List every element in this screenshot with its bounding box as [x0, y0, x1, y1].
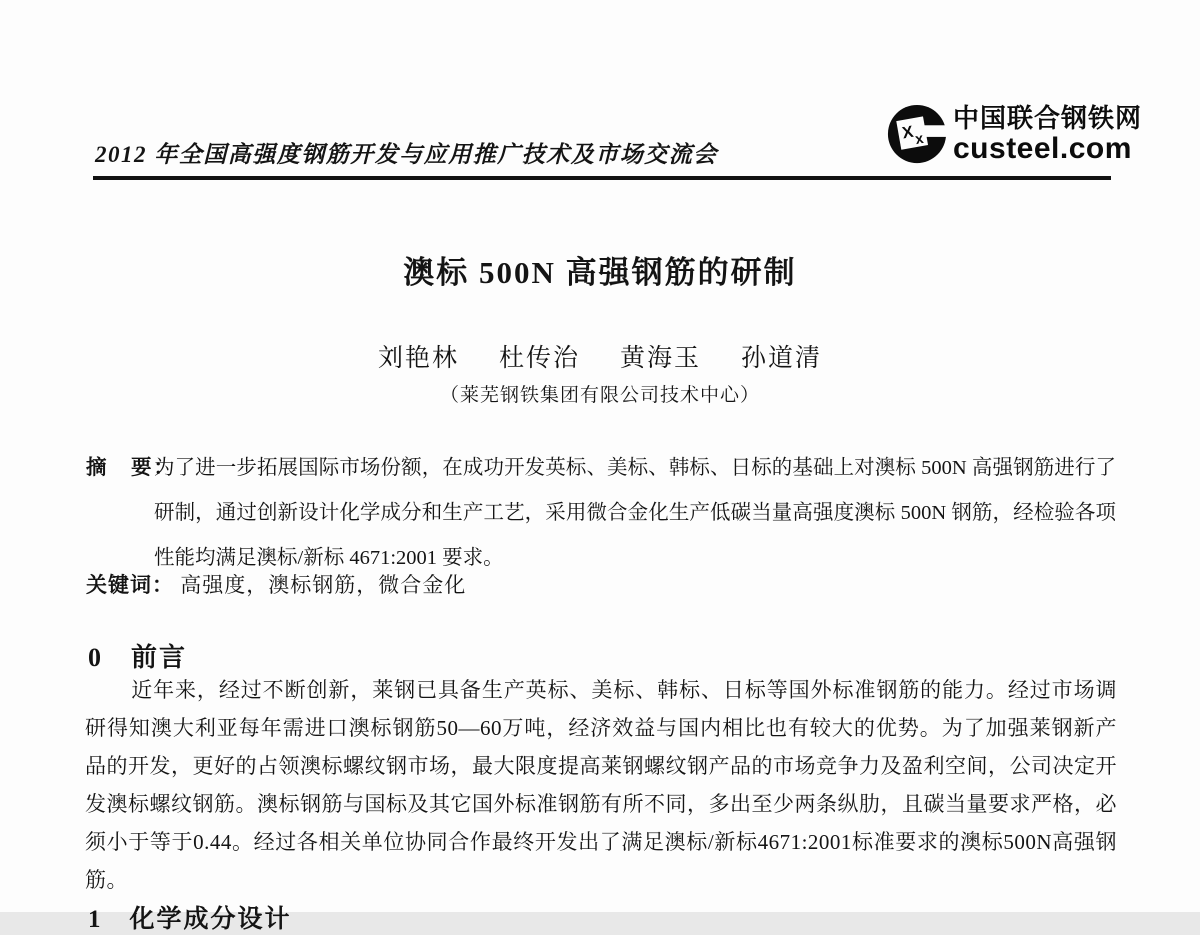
header-divider-rule: [93, 176, 1111, 180]
author-name: 孙道清: [741, 345, 823, 372]
keywords-text: 高强度，澳标钢筋，微合金化: [180, 573, 467, 597]
section-heading-1-partial: 1 化学成分设计: [88, 906, 292, 933]
author-list: [0, 338, 1200, 374]
custeel-logo-cn-name: 中国联合钢铁网: [953, 102, 1143, 133]
foreword-paragraph: 近年来，经过不断创新，莱钢已具备生产英标、美标、韩标、日标等国外标准钢筋的能力。经过市场调研得知澳大利亚每年需进口澳标钢筋50—60万吨，经济效益与国内相比也有较大的优势。为了加强莱钢新产品的开发，更好的占领澳标螺纹钢市场，最大限度提高莱钢螺纹钢产品的市场竞争力及盈利空间，公司决定开发澳标螺纹钢筋。澳标钢筋与国标及其它国外标准钢筋有所不同，多出至少两条纵肋，且碳当量要求严格，必须小于等于0.44。经过各相关单位协同合作最终开发出了满足澳标/新标4671:2001标准要求的澳标500N高强钢筋。: [85, 678, 1117, 892]
abstract-text: 为了进一步拓展国际市场份额，在成功开发英标、美标、韩标、日标的基础上对澳标 500N 高强钢筋进行了研制，通过创新设计化学成分和生产工艺，采用微合金化生产低碳当量高强度澳标 500N 钢筋，经检验各项性能均满足澳标/新标 4671:2001 要求。: [154, 457, 1116, 569]
author-name: 黄海玉: [620, 345, 702, 372]
custeel-logo: [886, 103, 1142, 165]
paper-title: 澳标 500N 高强钢筋的研制: [403, 255, 797, 290]
author-name: 杜传治: [498, 345, 580, 372]
section-heading-0-foreword: 0 前言: [88, 643, 188, 672]
conference-header-title: 2012 年全国高强度钢筋开发与应用推广技术及市场交流会: [95, 142, 718, 167]
custeel-logo-domain: custeel.com: [953, 131, 1132, 165]
abstract-block: [86, 446, 1116, 581]
logo-x-mark-large: X: [900, 122, 915, 143]
keywords-label: 关键词：: [86, 573, 174, 597]
abstract-label: 摘 要：: [86, 457, 176, 479]
author-affiliation: （莱芜钢铁集团有限公司技术中心）: [439, 385, 760, 406]
keywords-block: [86, 569, 466, 599]
custeel-logo-text: [953, 102, 1143, 165]
custeel-logo-icon: [886, 103, 948, 165]
author-name: 刘艳林: [377, 345, 459, 372]
logo-x-mark-small: x: [913, 130, 925, 149]
